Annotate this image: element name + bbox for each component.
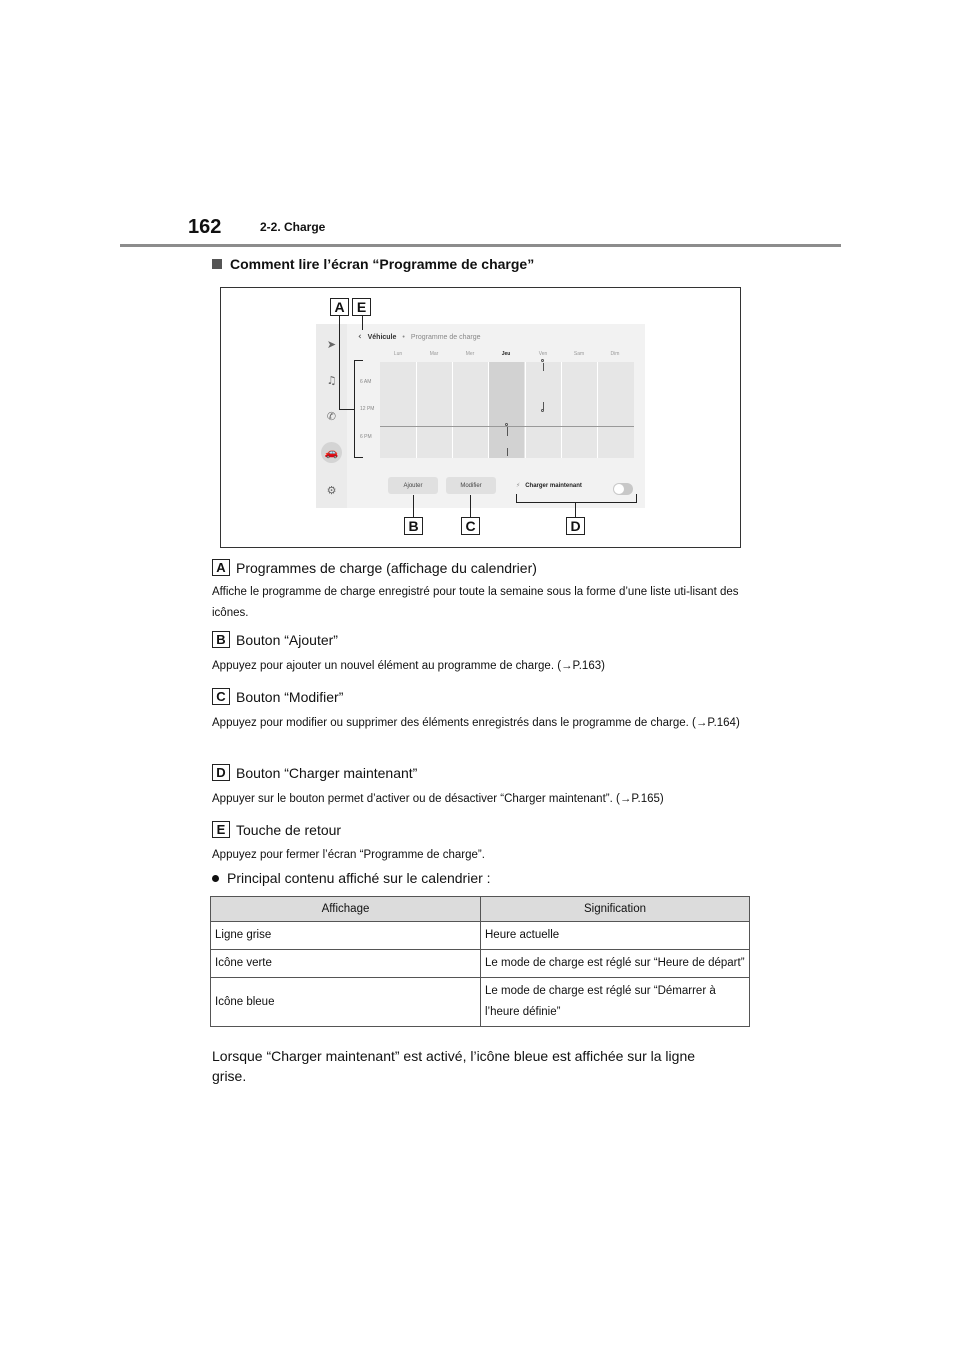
callout-d: D [566, 517, 585, 535]
callout-leader [470, 495, 471, 517]
grid-column [525, 362, 526, 458]
schedule-start-icon[interactable] [505, 423, 508, 426]
item-c-heading [212, 688, 343, 705]
table-cell: Heure actuelle [481, 922, 750, 950]
item-c-title: Bouton “Modifier” [236, 688, 344, 705]
schedule-end-icon[interactable] [541, 409, 544, 412]
time-label: 6 PM [360, 434, 372, 440]
table-cell: Le mode de charge est réglé sur “Démarrer à l’heure définie” [481, 978, 750, 1027]
callout-bracket [636, 494, 637, 502]
schedule-marker-line [543, 363, 544, 371]
day-label: Mar [429, 351, 439, 357]
square-bullet-icon [212, 259, 222, 269]
callout-leader [575, 502, 576, 517]
item-c-letter: C [212, 688, 230, 705]
table-header-cell: Signification [481, 897, 750, 922]
settings-gear-icon[interactable]: ⚙ [326, 484, 337, 497]
side-nav [316, 324, 347, 508]
item-a-description: Affiche le programme de charge enregistré pour toute la semaine sous la forme d’une liste uti-lisant des icônes. [212, 586, 739, 619]
table-row [211, 950, 750, 978]
callout-b: B [404, 517, 423, 535]
table-cell: Icône bleue [211, 978, 481, 1027]
add-button[interactable]: Ajouter [388, 477, 438, 494]
callout-bracket [516, 502, 637, 503]
callout-a: A [330, 298, 349, 316]
day-label: Dim [610, 351, 620, 357]
table-header-row [211, 897, 750, 922]
callout-c: C [461, 517, 480, 535]
table-row [211, 922, 750, 950]
callout-leader [413, 495, 414, 517]
charge-schedule-screen [316, 324, 645, 508]
header-rule [120, 244, 841, 247]
grid-column [561, 362, 562, 458]
callout-leader [362, 316, 363, 330]
breadcrumb-current: Programme de charge [410, 333, 481, 341]
bullet-intro [212, 870, 491, 886]
grid-column [597, 362, 598, 458]
page-number: 162 [188, 216, 222, 238]
charge-now-toggle[interactable] [613, 483, 633, 495]
bullet-dot-icon [212, 875, 219, 882]
time-label: 6 AM [360, 379, 372, 385]
item-e-letter: E [212, 821, 230, 838]
grid-column-today [488, 362, 524, 458]
table-cell: Le mode de charge est réglé sur “Heure de départ” [481, 950, 750, 978]
section-label: 2-2. Charge [260, 220, 326, 234]
navigation-icon[interactable]: ➤ [326, 338, 337, 351]
footnote: Lorsque “Charger maintenant” est activé, l’icône bleue est affichée sur la ligne grise. [212, 1048, 696, 1084]
item-c-description: Appuyez pour modifier ou supprimer des éléments enregistrés dans le programme de charge. (→P.164) [212, 717, 740, 729]
music-icon[interactable]: ♫ [326, 374, 337, 387]
callout-leader [339, 409, 354, 410]
grid-column [452, 362, 453, 458]
callout-e: E [352, 298, 371, 316]
item-e-description: Appuyez pour fermer l’écran “Programme de charge”. [212, 849, 485, 861]
callout-bracket [354, 457, 363, 458]
callout-bracket [354, 360, 355, 458]
item-e-title: Touche de retour [236, 821, 342, 838]
item-b-description: Appuyez pour ajouter un nouvel élément au programme de charge. (→P.163) [212, 660, 605, 672]
schedule-marker-line [507, 427, 508, 436]
calendar-grid[interactable] [380, 362, 634, 458]
item-d-description: Appuyer sur le bouton permet d’activer ou de désactiver “Charger maintenant”. (→P.165) [212, 793, 664, 805]
section-heading-text: Comment lire l’écran “Programme de charge” [230, 256, 535, 272]
schedule-marker-line [507, 448, 508, 456]
breadcrumb [358, 332, 481, 342]
table-header-cell: Affichage [211, 897, 481, 922]
schedule-start-icon[interactable] [541, 359, 544, 362]
charge-now-label: Charger maintenant [525, 482, 582, 489]
day-label: Sam [573, 351, 585, 357]
item-b-heading [212, 631, 338, 648]
item-d-title: Bouton “Charger maintenant” [236, 764, 418, 781]
back-chevron-icon[interactable]: ‹ [358, 332, 362, 342]
grid-column [416, 362, 417, 458]
vehicle-icon[interactable]: 🚗 [321, 442, 342, 463]
section-heading [212, 256, 534, 272]
charge-now-row[interactable] [516, 482, 582, 489]
callout-bracket [516, 494, 517, 502]
toggle-knob [614, 484, 624, 494]
item-b-letter: B [212, 631, 230, 648]
lightning-bolt-icon: ⚡ [516, 482, 521, 489]
day-label: Ven [538, 351, 548, 357]
modify-button[interactable]: Modifier [446, 477, 496, 494]
item-a-letter: A [212, 559, 230, 576]
table-cell: Ligne grise [211, 922, 481, 950]
day-label: Lun [393, 351, 403, 357]
time-label: 12 PM [360, 406, 375, 412]
item-d-letter: D [212, 764, 230, 781]
item-e-heading [212, 821, 341, 838]
item-a-heading [212, 559, 537, 576]
day-label-active: Jeu [501, 351, 511, 357]
callout-bracket [354, 360, 363, 361]
breadcrumb-separator-icon: • [402, 333, 405, 341]
item-b-title: Bouton “Ajouter” [236, 631, 338, 648]
legend-table [210, 896, 750, 1027]
item-a-title: Programmes de charge (affichage du calendrier) [236, 559, 537, 576]
bullet-text: Principal contenu affiché sur le calendrier : [227, 870, 491, 886]
item-d-heading [212, 764, 417, 781]
table-row [211, 978, 750, 1027]
day-label: Mer [465, 351, 475, 357]
phone-icon[interactable]: ✆ [326, 410, 337, 423]
callout-leader [339, 316, 340, 409]
breadcrumb-parent[interactable]: Véhicule [367, 333, 397, 341]
table-cell: Icône verte [211, 950, 481, 978]
